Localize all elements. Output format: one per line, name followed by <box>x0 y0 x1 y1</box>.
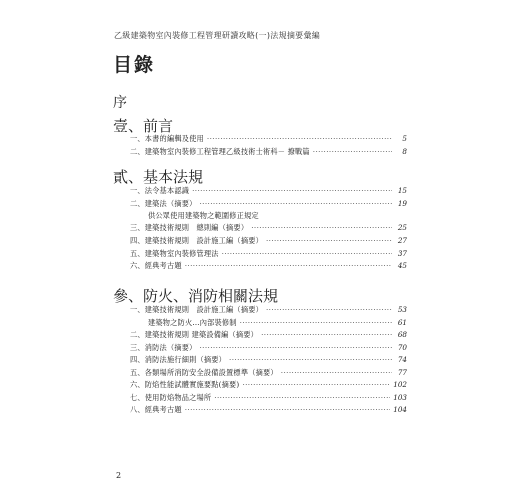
toc-entry-label: 八、經典考古題 <box>130 405 182 414</box>
toc-entry-page: 77 <box>397 368 407 377</box>
toc-entry-label: 二、建築物室內裝修工程管理乙級技術士術科－ 撩戰篇 <box>130 147 310 156</box>
dot-leader <box>192 186 392 195</box>
dot-leader <box>266 305 392 314</box>
section-heading-basic-regulations: 貳、基本法規 <box>113 168 204 186</box>
toc-entry[interactable] <box>130 147 407 159</box>
toc-entry[interactable] <box>130 305 407 317</box>
toc-entry-label: 七、使用防焰物品之場所 <box>130 393 212 402</box>
toc-entry-label: 建築物之防火…內部裝修制 <box>148 318 237 327</box>
toc-entry-page: 19 <box>397 199 407 208</box>
toc-entry[interactable] <box>130 223 407 235</box>
dot-leader <box>281 368 392 377</box>
toc-subentry[interactable] <box>148 211 407 223</box>
toc-subentry[interactable] <box>148 318 407 330</box>
dot-leader <box>185 261 392 270</box>
toc-entry-page: 25 <box>397 223 407 232</box>
toc-entry-page: 61 <box>397 318 407 327</box>
toc-entry[interactable] <box>130 405 407 417</box>
toc-entry-label: 五、建築物室內裝修管理法 <box>130 249 219 258</box>
dot-leader <box>251 223 392 232</box>
toc-entry-page: 27 <box>397 236 407 245</box>
toc-entry-label: 二、建築技術規則 建築設備編（摘要） <box>130 330 259 339</box>
dot-leader <box>313 147 392 156</box>
toc-entry-page: 53 <box>397 305 407 314</box>
dot-leader <box>229 355 392 364</box>
toc-entry-label: 六、防焰性能試體實施要點(摘要) <box>130 380 240 389</box>
toc-entry[interactable] <box>130 355 407 367</box>
dot-leader <box>266 236 392 245</box>
section-heading-introduction: 壹、前言 <box>113 117 174 135</box>
toc-entry-label: 二、建築法（摘要） <box>130 199 197 208</box>
toc-entry[interactable] <box>130 261 407 273</box>
dot-leader <box>185 405 391 414</box>
toc-entry-label: 一、本書的編輯及使用 <box>130 134 204 143</box>
toc-entry-page: 102 <box>393 380 407 389</box>
dot-leader <box>214 393 390 402</box>
toc-entry[interactable] <box>130 134 407 146</box>
toc-entry-label: 三、建築技術規則 總則編（摘要） <box>130 223 249 232</box>
toc-entry[interactable] <box>130 249 407 261</box>
toc-entry-label: 六、經典考古題 <box>130 261 182 270</box>
toc-title: 目錄 <box>113 54 156 76</box>
toc-entry[interactable] <box>130 343 407 355</box>
dot-leader <box>240 318 392 327</box>
toc-entry-page: 37 <box>397 249 407 258</box>
toc-entry[interactable] <box>130 186 407 198</box>
dot-leader <box>200 343 393 352</box>
toc-entry-label: 三、消防法（摘要） <box>130 343 197 352</box>
dot-leader <box>222 249 392 258</box>
toc-entry-page: 68 <box>397 330 407 339</box>
toc-entry-page: 45 <box>397 261 407 270</box>
section-heading-fire-regulations: 參、防火、消防相關法規 <box>113 287 279 305</box>
dot-leader <box>242 380 390 389</box>
dot-leader <box>261 330 392 339</box>
toc-entry-page: 5 <box>402 134 407 143</box>
toc-entry[interactable] <box>130 393 407 405</box>
toc-entry-page: 104 <box>393 405 407 414</box>
dot-leader <box>200 199 393 208</box>
toc-entry[interactable] <box>130 380 407 392</box>
toc-entry-page: 8 <box>402 147 407 156</box>
toc-entry-label: 一、法令基本認識 <box>130 186 190 195</box>
toc-entry-page: 70 <box>397 343 407 352</box>
toc-entry-label: 四、建築技術規則 設計施工編（摘要） <box>130 236 263 245</box>
toc-entry-page: 15 <box>397 186 407 195</box>
running-header: 乙級建築物室內裝修工程管理研讀攻略(一)法規摘要彙編 <box>114 31 321 40</box>
toc-entry[interactable] <box>130 368 407 380</box>
toc-entry-label: 一、建築技術規則 設計施工編（摘要） <box>130 305 263 314</box>
toc-entry-label: 五、各類場所消防安全設備設置標準（摘要） <box>130 368 278 377</box>
toc-entry-label: 供公眾使用建築物之範圍修正規定 <box>148 211 259 220</box>
toc-entry[interactable] <box>130 330 407 342</box>
toc-entry-label: 四、消防法施行細則（摘要） <box>130 355 227 364</box>
dot-leader <box>207 134 392 143</box>
toc-entry[interactable] <box>130 199 407 211</box>
toc-entry-page: 103 <box>393 393 407 402</box>
toc-entry[interactable] <box>130 236 407 248</box>
preface-link[interactable]: 序 <box>113 95 127 111</box>
toc-entry-page: 74 <box>397 355 407 364</box>
page-number: 2 <box>116 471 122 480</box>
